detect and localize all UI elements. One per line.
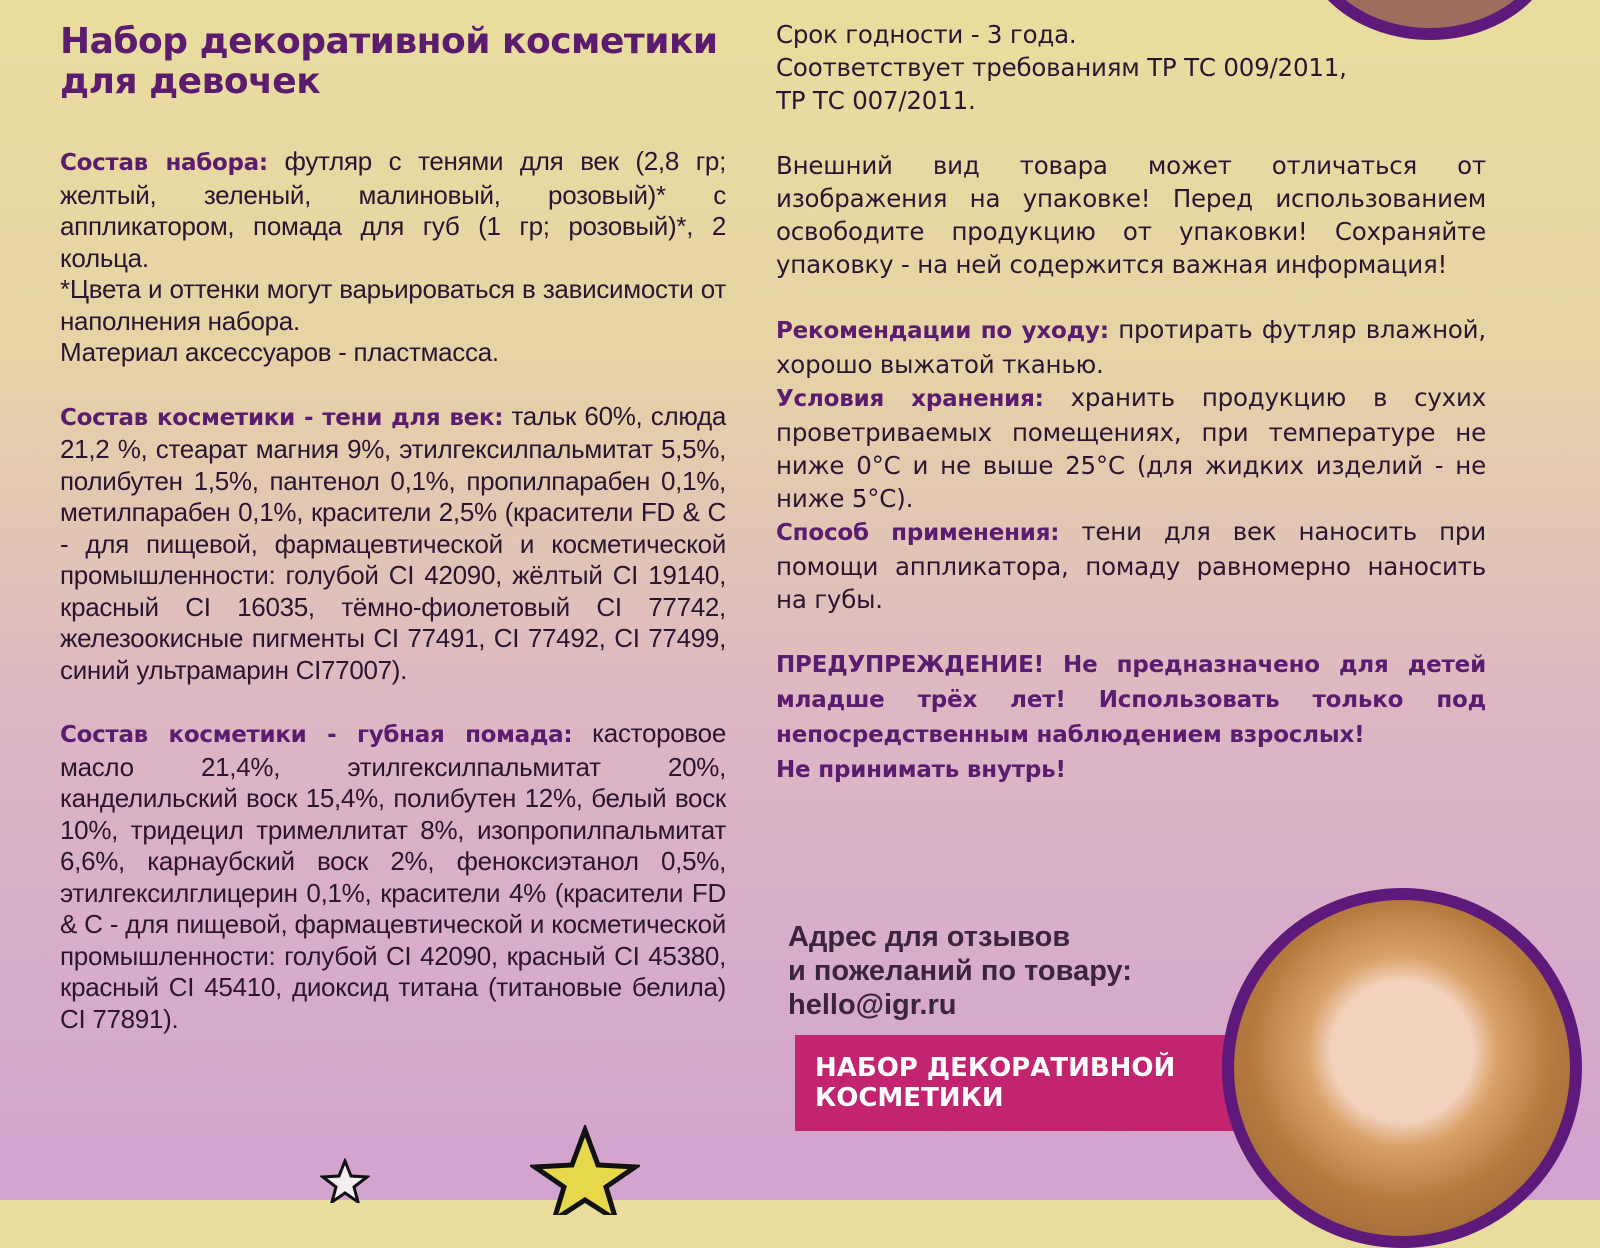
left-column [60,22,726,1035]
star-icon [530,1125,640,1215]
product-banner [795,1035,1245,1131]
material-note: Материал аксессуаров - пластмасса. [60,337,499,367]
banner-line-1: НАБОР ДЕКОРАТИВНОЙ [815,1053,1176,1083]
storage-text: хранить продукцию в сухих проветриваемых помещениях, при температуре не ниже 0°С и не выше 25°С (для жидких изделий - не ниже 5°С). [776,383,1486,513]
kit-label: Состав набора: [60,150,268,176]
girl-photo [1222,888,1582,1248]
feedback-address [788,920,1132,1022]
shadows-text: тальк 60%, слюда 21,2 %, стеарат магния 9%, этилгексилпальмитат 5,5%, полибутен 1,5%, пантенол 0,1%, пропилпарабен 0,1%, метилпарабен 0,1%, красители 2,5% (красители FD & C - для пищевой, фармацевтической и косметической промышленности: голубой CI 42090, жёлтый CI 19140, красный CI 16035, тёмно-фиолетовый CI 77742, железоокисные пигменты CI 77491, CI 77492, CI 77499, синий ультрамарин CI77007). [60,400,726,685]
shadows-label: Состав косметики - тени для век: [60,404,504,431]
lipstick-text: касторовое масло 21,4%, этилгексилпальмитат 20%, канделильский воск 15,4%, полибутен 12%, белый воск 10%, тридецил тримеллитат 8%, изопропилпальмитат 6,6%, карнаубский воск 2%, феноксиэтанол 0,5%, этилгексилглицерин 0,1%, красители 4% (красители FD & C - для пищевой, фармацевтической и косметической промышленности: голубой CI 42090, красный CI 45380, красный CI 45410, диоксид титана (титановые белила) CI 77891). [60,718,726,1034]
care-instructions [776,313,1486,381]
appearance-note: Внешний вид товара может отличаться от изображения на упаковке! Перед использованием освободите продукцию от упаковки! Сохраняйте упаковку - на ней содержится важная информация! [776,151,1486,279]
compliance: Соответствует требованиям ТР ТС 009/2011, ТР ТС 007/2011. [776,53,1347,115]
feedback-line-1: Адрес для отзывов [788,921,1071,953]
color-note: *Цвета и оттенки могут варьироваться в зависимости от наполнения набора. [60,274,726,336]
lipstick-composition [60,718,726,1035]
warning: ПРЕДУПРЕЖДЕНИЕ! Не предназначено для детей младше трёх лет! Использовать только под непосредственным наблюдением взрослых! [776,652,1486,748]
shadows-composition [60,401,726,687]
storage-label: Условия хранения: [776,386,1044,412]
feedback-line-2: и пожеланий по товару: [788,955,1132,987]
shelf-life: Срок годности - 3 года. [776,20,1077,49]
right-column [776,18,1486,788]
care-label: Рекомендации по уходу: [776,318,1109,344]
lipstick-label: Состав косметики - губная помада: [60,722,573,748]
usage-label: Способ применения: [776,520,1060,546]
feedback-email: hello@igr.ru [788,989,957,1021]
kit-text: футляр с тенями для век (2,8 гр; желтый, зеленый, малиновый, розовый)* с аппликатором, помада для губ (1 гр; розовый)*, 2 кольца. [60,146,726,273]
star-outline-icon [320,1158,370,1203]
care-text: протирать футляр влажной, хорошо выжатой тканью. [776,315,1486,379]
usage-text: тени для век наносить при помощи аппликатора, помаду равномерно наносить на губы. [776,517,1487,614]
warning-swallow: Не принимать внутрь! [776,757,1066,783]
usage-method [776,515,1486,616]
storage-conditions [776,381,1486,515]
page-title: Набор декоративной косметики для девочек [60,21,718,102]
kit-composition [60,146,726,274]
banner-line-2: КОСМЕТИКИ [815,1083,1004,1113]
